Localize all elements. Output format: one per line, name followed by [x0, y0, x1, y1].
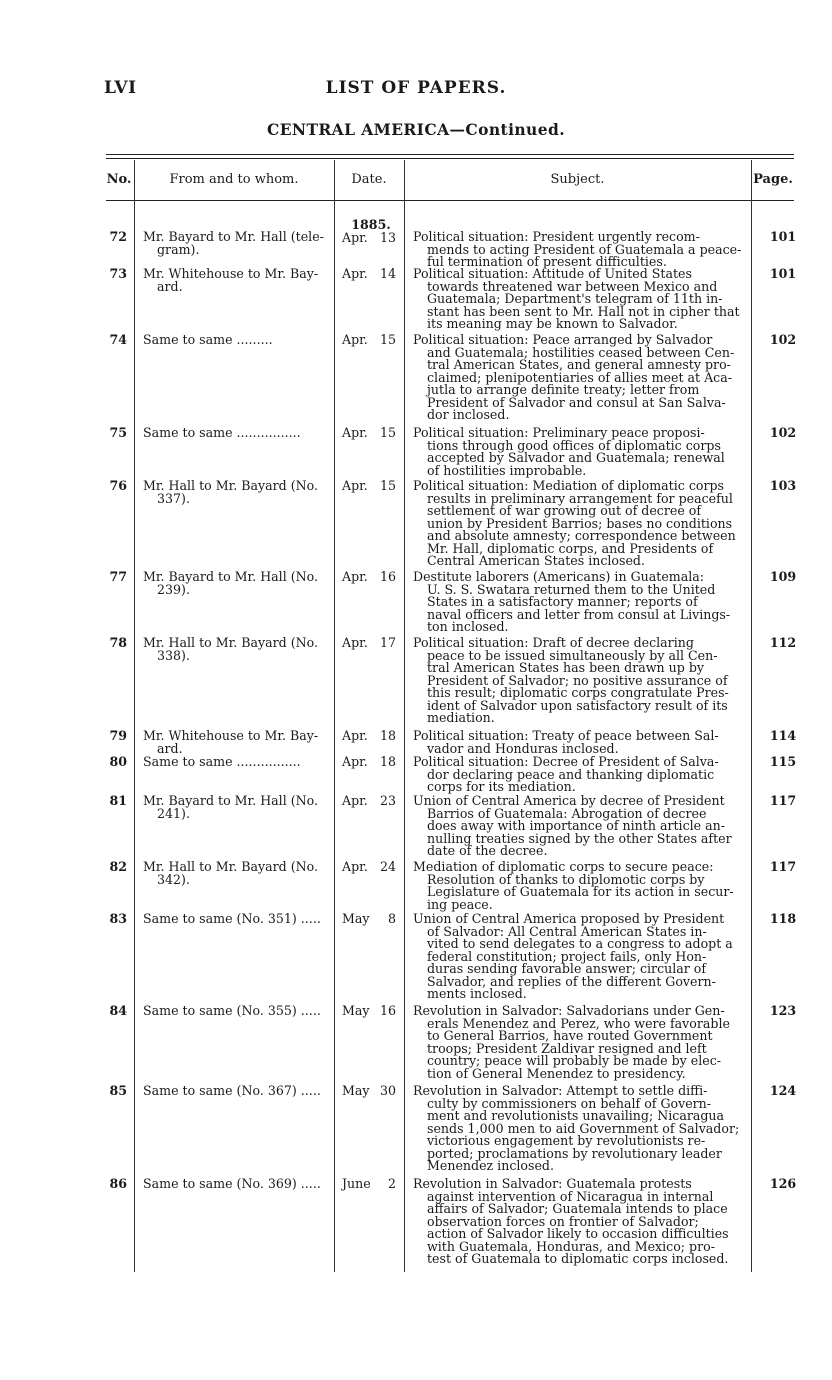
subject-cell [413, 637, 745, 725]
date-month-day [342, 730, 400, 743]
date-day: 23 [379, 793, 396, 808]
subject-line: mends to acting President of Guatemala a peace- [427, 241, 742, 257]
subject-line: federal constitution; project fails, only Hon- [427, 948, 707, 964]
date-month: Apr. [342, 859, 368, 874]
from-to-line: 337). [157, 490, 190, 506]
page-number: 117 [769, 793, 797, 808]
from-to-cell [143, 861, 333, 886]
date-day: 30 [379, 1083, 396, 1098]
subject-line: erals Menendez and Perez, who were favorable [427, 1015, 730, 1031]
subject-line: corps for its mediation. [427, 779, 576, 794]
entry-number: 81 [109, 793, 127, 808]
date-month-day [342, 795, 400, 808]
date-day: 14 [379, 266, 396, 281]
entry-number: 74 [109, 332, 127, 347]
date-month-day [342, 268, 400, 281]
date-month-day [342, 1005, 400, 1018]
entry-number: 77 [109, 569, 127, 584]
page-folio: LVI [104, 78, 137, 98]
subject-line: mediation. [427, 710, 495, 725]
subject-line: President of Salvador and consul at San Salva- [427, 394, 726, 410]
subject-cell [413, 1178, 745, 1266]
entry-number: 75 [109, 425, 127, 440]
date-month: Apr. [342, 266, 368, 281]
subject-line: Political situation: Treaty of peace between Sal- [413, 728, 719, 743]
from-to-cell [143, 730, 333, 755]
column-header-subject: Subject. [550, 172, 605, 187]
from-to-line: Mr. Hall to Mr. Bayard (No. [143, 478, 319, 493]
subject-line: ment and revolutionists unavailing; Nicaragua [427, 1108, 725, 1123]
entry-number: 85 [109, 1083, 127, 1098]
header-bottom-rule [106, 200, 794, 201]
subject-line: Political situation: Attitude of United States [413, 266, 692, 281]
entry-number: 80 [109, 754, 127, 769]
entry-number: 83 [109, 911, 127, 926]
from-to-cell [143, 480, 333, 505]
from-to-cell [143, 1085, 333, 1098]
subject-cell [413, 480, 745, 568]
subject-line: to General Barrios, have routed Government [427, 1028, 713, 1043]
entry-number: 79 [109, 728, 127, 743]
subject-line: with Guatemala, Honduras, and Mexico; pro- [427, 1238, 715, 1254]
subject-line: duras sending favorable answer; circular of [427, 961, 707, 976]
date-day: 17 [379, 635, 396, 650]
subject-cell [413, 334, 745, 422]
column-header-date: Date. [351, 172, 387, 187]
subject-line: union by President Barrios; bases no conditions [427, 515, 733, 531]
subject-line: Revolution in Salvador: Attempt to settle diffi- [413, 1083, 708, 1098]
subject-line: ported; proclamations by revolutionary leader [427, 1145, 722, 1161]
subject-line: States in a satisfactory manner; reports of [427, 594, 698, 609]
date-day: 18 [379, 728, 396, 743]
from-to-cell [143, 427, 333, 440]
page-number: 101 [769, 229, 797, 244]
from-to-line: Same to same (No. 355) ..... [143, 1003, 321, 1018]
subject-line: Destitute laborers (Americans) in Guatemala: [413, 569, 704, 584]
from-to-line: Same to same (No. 367) ..... [143, 1083, 321, 1098]
subject-line: affairs of Salvador; Guatemala intends to place [427, 1201, 728, 1216]
from-to-line: Same to same (No. 351) ..... [143, 911, 321, 926]
page-number: 109 [769, 569, 797, 584]
from-to-line: Mr. Hall to Mr. Bayard (No. [143, 859, 319, 874]
from-to-cell [143, 571, 333, 596]
subject-line: does away with importance of ninth article an- [427, 818, 725, 833]
subject-cell [413, 268, 745, 331]
subject-line: ful termination of present difficulties. [427, 254, 667, 269]
table-top-rule-thin [106, 158, 794, 159]
subject-cell [413, 730, 745, 755]
entry-number: 73 [109, 266, 127, 281]
page-number: 101 [769, 266, 797, 281]
subject-cell [413, 756, 745, 794]
subject-line: towards threatened war between Mexico and [427, 278, 718, 294]
subject-line: its meaning may be known to Salvador. [427, 316, 678, 331]
date-day: 15 [379, 332, 396, 347]
subject-line: observation forces on frontier of Salvador; [427, 1213, 699, 1229]
subject-line: of Salvador: All Central American States in- [427, 923, 707, 939]
from-to-line: Mr. Hall to Mr. Bayard (No. [143, 635, 319, 650]
subject-line: tral American States has been drawn up by [427, 660, 705, 675]
subject-line: and absolute amnesty; correspondence between [427, 528, 736, 543]
subject-line: Barrios of Guatemala: Abrogation of decree [427, 805, 707, 821]
from-to-cell [143, 1005, 333, 1018]
date-cell [342, 1085, 400, 1098]
subject-line: tion of General Menendez to presidency. [427, 1065, 686, 1081]
from-to-line: gram). [157, 241, 200, 257]
from-to-line: Same to same ................ [143, 754, 301, 769]
date-month: Apr. [342, 332, 368, 347]
from-to-cell [143, 268, 333, 293]
running-title: LIST OF PAPERS. [325, 78, 507, 98]
from-to-line: Same to same (No. 369) ..... [143, 1176, 321, 1191]
subject-line: Revolution in Salvador: Salvadorians under Gen- [413, 1003, 725, 1018]
date-cell [342, 756, 400, 769]
subject-line: Political situation: Preliminary peace proposi- [413, 425, 705, 440]
page-number: 126 [769, 1176, 797, 1191]
subject-line: date of the decree. [427, 843, 548, 858]
subject-cell [413, 861, 745, 911]
subject-line: Political situation: Decree of President of Salva- [413, 754, 719, 769]
from-to-line: Mr. Whitehouse to Mr. Bay- [143, 266, 319, 281]
date-month: Apr. [342, 754, 368, 769]
date-day: 16 [379, 1003, 396, 1018]
date-month-day [342, 756, 400, 769]
date-cell [342, 913, 400, 926]
subject-line: Political situation: President urgently recom- [413, 229, 700, 244]
page-number: 112 [769, 635, 797, 650]
from-to-line: Mr. Bayard to Mr. Hall (tele- [143, 229, 324, 244]
date-cell [342, 1005, 400, 1018]
subject-cell [413, 571, 745, 634]
subject-line: of hostilities improbable. [427, 462, 587, 478]
entry-number: 72 [109, 229, 127, 244]
table-top-rule [106, 154, 794, 155]
date-day: 18 [379, 754, 396, 769]
date-month: May [342, 911, 370, 926]
from-to-line: Mr. Whitehouse to Mr. Bay- [143, 728, 319, 743]
column-divider-from [334, 160, 335, 1272]
from-to-cell [143, 795, 333, 820]
from-to-line: Same to same ................ [143, 425, 301, 440]
subject-line: settlement of war growing out of decree of [427, 503, 702, 518]
date-month: Apr. [342, 635, 368, 650]
date-day: 8 [387, 911, 396, 926]
page-number: 102 [769, 425, 797, 440]
subject-line: Mr. Hall, diplomatic corps, and Presidents of [427, 540, 714, 556]
column-divider-no [134, 160, 135, 1272]
page-number: 117 [769, 859, 797, 874]
date-month: Apr. [342, 425, 368, 440]
subject-line: dor declaring peace and thanking diplomatic [427, 766, 715, 782]
date-month-day [342, 1085, 400, 1098]
date-cell [342, 268, 400, 281]
subject-line: vited to send delegates to a congress to adopt a [427, 936, 733, 951]
column-header-page: Page. [753, 172, 793, 187]
date-year: 1885. [351, 217, 391, 232]
date-month: Apr. [342, 229, 368, 245]
from-to-line: ard. [157, 740, 183, 756]
subject-line: stant has been sent to Mr. Hall not in cipher that [427, 303, 740, 319]
subject-cell [413, 231, 745, 269]
subject-line: naval officers and letter from consul at Livings- [427, 606, 731, 622]
subject-line: ident of Salvador upon satisfactory result of its [427, 697, 728, 713]
from-to-cell [143, 1178, 333, 1191]
date-cell [342, 334, 400, 347]
page-number: 115 [769, 754, 797, 769]
date-day: 15 [379, 425, 396, 440]
subject-line: claimed; plenipotentiaries of allies meet at Aca- [427, 369, 732, 385]
date-month: Apr. [342, 793, 368, 808]
subject-line: vador and Honduras inclosed. [427, 740, 619, 756]
column-header-from: From and to whom. [169, 172, 299, 187]
subject-line: U. S. S. Swatara returned them to the United [427, 581, 716, 597]
date-cell [342, 730, 400, 743]
subject-line: nulling treaties signed by the other States after [427, 830, 732, 846]
date-month-day [342, 1178, 400, 1191]
date-month-day [342, 334, 400, 347]
entry-number: 86 [109, 1176, 127, 1191]
page-number: 123 [769, 1003, 797, 1018]
subject-line: Resolution of thanks to diplomotic corps by [427, 871, 705, 887]
page-number: 103 [769, 478, 797, 493]
subject-line: ing peace. [427, 896, 493, 912]
subject-line: Mediation of diplomatic corps to secure peace: [413, 859, 714, 874]
subject-line: country; peace will probably be made by elec- [427, 1053, 722, 1068]
subject-line: Union of Central America proposed by President [413, 911, 725, 926]
date-cell [342, 571, 400, 584]
subject-line: sends 1,000 men to aid Government of Salvador; [427, 1120, 740, 1136]
subject-line: Political situation: Mediation of diplomatic corps [413, 478, 724, 493]
subject-line: victorious engagement by revolutionists re- [427, 1133, 706, 1148]
subject-line: accepted by Salvador and Guatemala; renewal [427, 450, 725, 465]
subject-line: ton inclosed. [427, 619, 509, 634]
subject-line: Central American States inclosed. [427, 553, 645, 568]
subject-line: Menendez inclosed. [427, 1158, 554, 1173]
subject-line: troops; President Zaldivar resigned and left [427, 1040, 707, 1056]
subject-line: Political situation: Draft of decree declaring [413, 635, 694, 650]
date-month: May [342, 1003, 370, 1018]
date-month: Apr. [342, 569, 368, 584]
subject-line: President of Salvador; no positive assurance of [427, 672, 728, 688]
date-month-day [342, 913, 400, 926]
from-to-line: Same to same ......... [143, 332, 273, 347]
subject-line: and Guatemala; hostilities ceased between Cen- [427, 344, 735, 360]
from-to-line: 338). [157, 647, 190, 663]
date-month: June [342, 1176, 371, 1191]
date-day: 15 [379, 478, 396, 493]
subject-line: peace to be issued simultaneously by all Cen- [427, 647, 718, 663]
from-to-cell [143, 334, 333, 347]
date-cell [342, 1178, 400, 1191]
subject-line: dor inclosed. [427, 407, 510, 422]
subject-line: Salvador, and replies of the different Govern- [427, 973, 716, 989]
from-to-line: 241). [157, 805, 190, 821]
date-cell [342, 219, 400, 244]
date-month-day [342, 229, 400, 245]
date-day: 13 [379, 229, 396, 245]
page-number: 124 [769, 1083, 797, 1098]
date-month-day [342, 861, 400, 874]
entry-number: 78 [109, 635, 127, 650]
from-to-line: Mr. Bayard to Mr. Hall (No. [143, 569, 319, 584]
date-cell [342, 480, 400, 493]
column-header-no: No. [106, 172, 132, 187]
subject-line: jutla to arrange definite treaty; letter from [427, 382, 700, 397]
from-to-cell [143, 231, 333, 256]
section-title: CENTRAL AMERICA—Continued. [266, 120, 566, 139]
page-number: 114 [769, 728, 797, 743]
from-to-cell [143, 913, 333, 926]
page-number: 118 [769, 911, 797, 926]
subject-line: action of Salvador likely to occasion difficulties [427, 1226, 729, 1241]
subject-line: Guatemala; Department's telegram of 11th in- [427, 291, 723, 306]
subject-line: against intervention of Nicaragua in internal [427, 1188, 714, 1204]
subject-cell [413, 1085, 745, 1173]
subject-cell [413, 1005, 745, 1080]
subject-line: tral American States, and general amnesty pro- [427, 357, 731, 372]
date-day: 2 [387, 1176, 396, 1191]
page-number: 102 [769, 332, 797, 347]
subject-line: test of Guatemala to diplomatic corps inclosed. [427, 1251, 729, 1266]
from-to-line: Mr. Bayard to Mr. Hall (No. [143, 793, 319, 808]
column-divider-date [404, 160, 405, 1272]
date-day: 24 [379, 859, 396, 874]
subject-line: Political situation: Peace arranged by Salvador [413, 332, 713, 347]
subject-cell [413, 913, 745, 1001]
from-to-line: ard. [157, 278, 183, 294]
date-cell [342, 427, 400, 440]
subject-line: Legislature of Guatemala for its action in secur- [427, 884, 734, 899]
subject-line: culty by commissioners on behalf of Govern- [427, 1095, 712, 1111]
date-month-day [342, 480, 400, 493]
entry-number: 82 [109, 859, 127, 874]
date-month-day [342, 571, 400, 584]
column-divider-subject [751, 160, 752, 1272]
from-to-cell [143, 637, 333, 662]
subject-cell [413, 795, 745, 858]
subject-line: tions through good offices of diplomatic corps [427, 437, 721, 453]
entry-number: 76 [109, 478, 127, 493]
subject-line: Union of Central America by decree of President [413, 793, 725, 808]
date-month-day [342, 637, 400, 650]
subject-line: results in preliminary arrangement for peaceful [427, 490, 733, 506]
date-cell [342, 861, 400, 874]
date-day: 16 [379, 569, 396, 584]
date-month: Apr. [342, 478, 368, 493]
subject-cell [413, 427, 745, 477]
subject-line: this result; diplomatic corps congratulate Pres- [427, 685, 729, 700]
from-to-line: 342). [157, 871, 190, 887]
date-month: Apr. [342, 728, 368, 743]
subject-line: ments inclosed. [427, 986, 527, 1001]
entry-number: 84 [109, 1003, 127, 1018]
date-cell [342, 637, 400, 650]
date-cell [342, 795, 400, 808]
subject-line: Revolution in Salvador: Guatemala protests [413, 1176, 692, 1191]
date-month: May [342, 1083, 370, 1098]
from-to-line: 239). [157, 581, 190, 597]
date-month-day [342, 427, 400, 440]
from-to-cell [143, 756, 333, 769]
